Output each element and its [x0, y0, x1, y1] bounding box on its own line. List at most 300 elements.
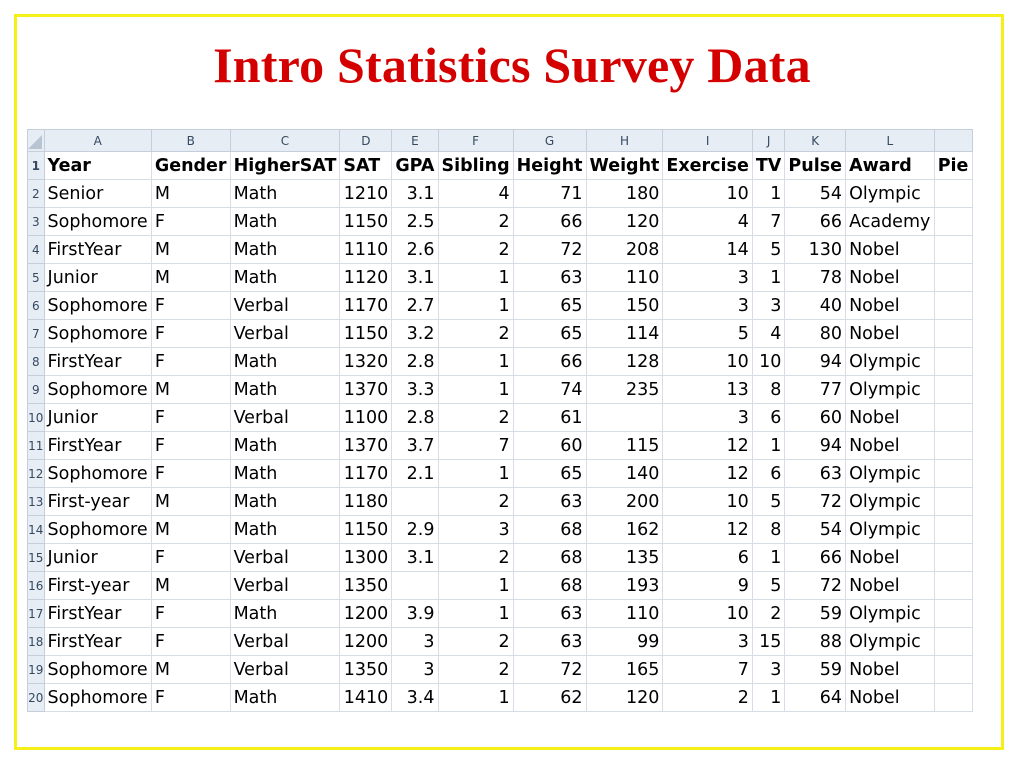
cell[interactable] — [934, 264, 972, 292]
cell[interactable]: 1170 — [340, 460, 392, 488]
cell[interactable] — [934, 628, 972, 656]
cell[interactable]: Nobel — [846, 236, 935, 264]
header-cell[interactable]: Gender — [151, 152, 230, 180]
cell[interactable]: 3.7 — [392, 432, 438, 460]
cell[interactable]: Math — [230, 600, 340, 628]
cell[interactable]: Math — [230, 684, 340, 712]
cell[interactable]: 65 — [513, 292, 586, 320]
cell[interactable]: 10 — [663, 348, 752, 376]
cell[interactable]: 165 — [586, 656, 663, 684]
cell[interactable]: 1100 — [340, 404, 392, 432]
cell[interactable]: Olympic — [846, 600, 935, 628]
cell[interactable]: 1 — [438, 264, 513, 292]
cell[interactable] — [934, 684, 972, 712]
row-number[interactable]: 18 — [28, 628, 45, 656]
cell[interactable]: 1350 — [340, 656, 392, 684]
row-number[interactable]: 20 — [28, 684, 45, 712]
row-number[interactable]: 4 — [28, 236, 45, 264]
cell[interactable]: 1 — [438, 600, 513, 628]
row-number[interactable]: 10 — [28, 404, 45, 432]
header-cell[interactable]: Pie — [934, 152, 972, 180]
cell[interactable] — [392, 572, 438, 600]
cell[interactable]: 3.1 — [392, 264, 438, 292]
cell[interactable]: 3 — [392, 656, 438, 684]
cell[interactable]: M — [151, 376, 230, 404]
cell[interactable]: 63 — [513, 264, 586, 292]
cell[interactable]: 2.1 — [392, 460, 438, 488]
cell[interactable]: 200 — [586, 488, 663, 516]
cell[interactable]: 1200 — [340, 628, 392, 656]
cell[interactable]: 63 — [513, 628, 586, 656]
cell[interactable] — [934, 404, 972, 432]
cell[interactable] — [392, 488, 438, 516]
cell[interactable]: Nobel — [846, 432, 935, 460]
cell[interactable]: 54 — [785, 180, 846, 208]
cell[interactable] — [934, 432, 972, 460]
column-header[interactable]: A — [44, 130, 151, 152]
cell[interactable]: 120 — [586, 208, 663, 236]
cell[interactable]: 1 — [438, 460, 513, 488]
cell[interactable]: 60 — [513, 432, 586, 460]
cell[interactable]: Nobel — [846, 404, 935, 432]
cell[interactable]: Junior — [44, 404, 151, 432]
cell[interactable]: F — [151, 432, 230, 460]
select-all-triangle-icon — [28, 135, 42, 149]
cell[interactable]: 1210 — [340, 180, 392, 208]
cell[interactable]: 3.1 — [392, 544, 438, 572]
cell[interactable]: 5 — [663, 320, 752, 348]
cell[interactable]: 1110 — [340, 236, 392, 264]
column-header[interactable]: F — [438, 130, 513, 152]
cell[interactable]: 128 — [586, 348, 663, 376]
row-number[interactable]: 5 — [28, 264, 45, 292]
cell[interactable]: 64 — [785, 684, 846, 712]
column-header[interactable]: B — [151, 130, 230, 152]
cell[interactable]: F — [151, 320, 230, 348]
cell[interactable]: 3 — [663, 292, 752, 320]
cell[interactable]: 1300 — [340, 544, 392, 572]
cell[interactable]: 1 — [752, 432, 785, 460]
cell[interactable]: 63 — [513, 488, 586, 516]
cell[interactable] — [934, 460, 972, 488]
cell[interactable]: 1350 — [340, 572, 392, 600]
cell[interactable]: 68 — [513, 572, 586, 600]
cell[interactable]: 115 — [586, 432, 663, 460]
cell[interactable]: 66 — [785, 208, 846, 236]
cell[interactable]: 94 — [785, 432, 846, 460]
cell[interactable]: 2.8 — [392, 348, 438, 376]
cell[interactable]: 1120 — [340, 264, 392, 292]
cell[interactable]: 1370 — [340, 432, 392, 460]
cell[interactable]: 77 — [785, 376, 846, 404]
row-number[interactable]: 6 — [28, 292, 45, 320]
column-header[interactable]: L — [846, 130, 935, 152]
cell[interactable]: 14 — [663, 236, 752, 264]
cell[interactable]: M — [151, 656, 230, 684]
cell[interactable] — [934, 348, 972, 376]
header-cell[interactable]: Exercise — [663, 152, 752, 180]
cell[interactable]: Olympic — [846, 180, 935, 208]
cell[interactable]: Verbal — [230, 656, 340, 684]
cell[interactable]: 7 — [663, 656, 752, 684]
cell[interactable]: 80 — [785, 320, 846, 348]
cell[interactable]: F — [151, 404, 230, 432]
column-header[interactable] — [934, 130, 972, 152]
cell[interactable]: 3 — [663, 628, 752, 656]
cell[interactable]: 72 — [513, 656, 586, 684]
cell[interactable]: 68 — [513, 544, 586, 572]
cell[interactable]: Sophomore — [44, 684, 151, 712]
row-number[interactable]: 3 — [28, 208, 45, 236]
row-number[interactable]: 13 — [28, 488, 45, 516]
cell[interactable]: F — [151, 208, 230, 236]
cell[interactable]: 72 — [785, 488, 846, 516]
cell[interactable]: F — [151, 600, 230, 628]
cell[interactable]: 1 — [752, 264, 785, 292]
cell[interactable]: Math — [230, 264, 340, 292]
cell[interactable]: 2 — [438, 208, 513, 236]
cell[interactable]: 150 — [586, 292, 663, 320]
cell[interactable]: 8 — [752, 376, 785, 404]
cell[interactable]: F — [151, 292, 230, 320]
cell[interactable]: 40 — [785, 292, 846, 320]
cell[interactable]: 2 — [752, 600, 785, 628]
row-number[interactable]: 8 — [28, 348, 45, 376]
row-number[interactable]: 2 — [28, 180, 45, 208]
cell[interactable]: Olympic — [846, 516, 935, 544]
cell[interactable] — [934, 572, 972, 600]
cell[interactable]: Nobel — [846, 264, 935, 292]
cell[interactable]: 65 — [513, 460, 586, 488]
column-header[interactable]: J — [752, 130, 785, 152]
cell[interactable]: 1 — [438, 348, 513, 376]
cell[interactable]: 66 — [513, 348, 586, 376]
cell[interactable]: 72 — [513, 236, 586, 264]
cell[interactable]: M — [151, 264, 230, 292]
cell[interactable]: 3.4 — [392, 684, 438, 712]
cell[interactable]: Junior — [44, 264, 151, 292]
cell[interactable] — [934, 544, 972, 572]
row-number[interactable]: 7 — [28, 320, 45, 348]
cell[interactable]: FirstYear — [44, 236, 151, 264]
cell[interactable]: M — [151, 572, 230, 600]
cell[interactable]: 140 — [586, 460, 663, 488]
cell[interactable]: Verbal — [230, 320, 340, 348]
cell[interactable]: Math — [230, 516, 340, 544]
cell[interactable]: 3.3 — [392, 376, 438, 404]
header-cell[interactable]: HigherSAT — [230, 152, 340, 180]
cell[interactable]: 9 — [663, 572, 752, 600]
cell[interactable]: Nobel — [846, 684, 935, 712]
cell[interactable] — [934, 376, 972, 404]
cell[interactable]: M — [151, 516, 230, 544]
cell[interactable]: 8 — [752, 516, 785, 544]
column-header[interactable]: I — [663, 130, 752, 152]
cell[interactable]: Math — [230, 376, 340, 404]
header-cell[interactable]: Height — [513, 152, 586, 180]
cell[interactable]: Sophomore — [44, 656, 151, 684]
cell[interactable] — [934, 656, 972, 684]
cell[interactable]: Academy — [846, 208, 935, 236]
cell[interactable]: Math — [230, 460, 340, 488]
cell[interactable]: 1 — [438, 572, 513, 600]
cell[interactable]: Nobel — [846, 320, 935, 348]
cell[interactable]: F — [151, 460, 230, 488]
cell[interactable]: 2.9 — [392, 516, 438, 544]
column-header[interactable]: K — [785, 130, 846, 152]
cell[interactable]: 3 — [663, 264, 752, 292]
select-all-corner[interactable] — [28, 130, 45, 152]
cell[interactable]: 2 — [438, 656, 513, 684]
cell[interactable]: 66 — [513, 208, 586, 236]
cell[interactable]: 2.8 — [392, 404, 438, 432]
cell[interactable]: 71 — [513, 180, 586, 208]
cell[interactable]: 10 — [663, 180, 752, 208]
cell[interactable]: 99 — [586, 628, 663, 656]
cell[interactable]: 74 — [513, 376, 586, 404]
cell[interactable]: 66 — [785, 544, 846, 572]
header-cell[interactable]: Year — [44, 152, 151, 180]
header-cell[interactable]: Award — [846, 152, 935, 180]
cell[interactable]: 1370 — [340, 376, 392, 404]
cell[interactable]: 3 — [752, 656, 785, 684]
cell[interactable]: Junior — [44, 544, 151, 572]
cell[interactable]: 65 — [513, 320, 586, 348]
cell[interactable]: Olympic — [846, 460, 935, 488]
column-header-row — [28, 130, 973, 152]
cell[interactable]: 5 — [752, 236, 785, 264]
cell[interactable] — [934, 320, 972, 348]
cell[interactable]: 13 — [663, 376, 752, 404]
cell[interactable]: 3.2 — [392, 320, 438, 348]
cell[interactable]: 2 — [438, 628, 513, 656]
cell[interactable]: FirstYear — [44, 628, 151, 656]
cell[interactable]: 2.5 — [392, 208, 438, 236]
spreadsheet-table — [27, 129, 973, 712]
cell[interactable]: 130 — [785, 236, 846, 264]
header-cell[interactable]: GPA — [392, 152, 438, 180]
cell[interactable]: Verbal — [230, 628, 340, 656]
cell[interactable]: 63 — [513, 600, 586, 628]
cell[interactable] — [934, 292, 972, 320]
column-header[interactable]: E — [392, 130, 438, 152]
cell[interactable]: 208 — [586, 236, 663, 264]
table-row — [28, 264, 973, 292]
row-number[interactable]: 1 — [28, 152, 45, 180]
cell[interactable]: Sophomore — [44, 292, 151, 320]
cell[interactable]: 1150 — [340, 208, 392, 236]
cell[interactable]: 60 — [785, 404, 846, 432]
table-row — [28, 376, 973, 404]
cell[interactable]: 2 — [438, 544, 513, 572]
cell[interactable]: 59 — [785, 656, 846, 684]
cell[interactable]: 2.7 — [392, 292, 438, 320]
cell[interactable]: Nobel — [846, 292, 935, 320]
row-number[interactable]: 12 — [28, 460, 45, 488]
cell[interactable]: 7 — [752, 208, 785, 236]
column-header[interactable]: H — [586, 130, 663, 152]
cell[interactable]: Sophomore — [44, 516, 151, 544]
cell[interactable]: Math — [230, 348, 340, 376]
cell[interactable]: FirstYear — [44, 432, 151, 460]
cell[interactable]: 54 — [785, 516, 846, 544]
cell[interactable]: 59 — [785, 600, 846, 628]
cell[interactable] — [934, 236, 972, 264]
cell[interactable]: Nobel — [846, 656, 935, 684]
cell[interactable]: 10 — [663, 600, 752, 628]
cell[interactable]: 12 — [663, 432, 752, 460]
cell[interactable]: 110 — [586, 264, 663, 292]
cell[interactable]: 162 — [586, 516, 663, 544]
cell[interactable]: 6 — [752, 404, 785, 432]
cell[interactable] — [934, 208, 972, 236]
cell[interactable]: 68 — [513, 516, 586, 544]
cell[interactable]: 2 — [438, 488, 513, 516]
cell[interactable]: 61 — [513, 404, 586, 432]
row-number[interactable]: 14 — [28, 516, 45, 544]
cell[interactable]: Nobel — [846, 572, 935, 600]
cell[interactable]: M — [151, 180, 230, 208]
cell[interactable]: 4 — [752, 320, 785, 348]
cell[interactable]: 2 — [438, 236, 513, 264]
cell[interactable]: Math — [230, 180, 340, 208]
cell[interactable]: 1 — [438, 292, 513, 320]
cell[interactable]: 1 — [752, 684, 785, 712]
cell[interactable]: First-year — [44, 488, 151, 516]
cell[interactable] — [934, 488, 972, 516]
cell[interactable]: Olympic — [846, 376, 935, 404]
cell[interactable]: 10 — [752, 348, 785, 376]
cell[interactable]: 110 — [586, 600, 663, 628]
cell[interactable]: 62 — [513, 684, 586, 712]
cell[interactable]: 3 — [752, 292, 785, 320]
column-header[interactable]: C — [230, 130, 340, 152]
cell[interactable]: Sophomore — [44, 208, 151, 236]
cell[interactable]: F — [151, 628, 230, 656]
table-row — [28, 656, 973, 684]
cell[interactable]: Olympic — [846, 488, 935, 516]
cell[interactable]: Senior — [44, 180, 151, 208]
cell[interactable]: Math — [230, 236, 340, 264]
cell[interactable]: 2 — [663, 684, 752, 712]
header-cell[interactable]: SAT — [340, 152, 392, 180]
cell[interactable]: 2 — [438, 404, 513, 432]
cell[interactable]: 4 — [438, 180, 513, 208]
cell[interactable]: F — [151, 544, 230, 572]
cell[interactable]: Olympic — [846, 348, 935, 376]
cell[interactable]: 180 — [586, 180, 663, 208]
cell[interactable]: 5 — [752, 572, 785, 600]
cell[interactable]: F — [151, 684, 230, 712]
cell[interactable]: 4 — [663, 208, 752, 236]
cell[interactable]: 1180 — [340, 488, 392, 516]
cell[interactable]: 78 — [785, 264, 846, 292]
cell[interactable]: 1 — [438, 684, 513, 712]
column-header[interactable]: D — [340, 130, 392, 152]
row-number[interactable]: 15 — [28, 544, 45, 572]
cell[interactable]: Math — [230, 432, 340, 460]
cell[interactable]: 114 — [586, 320, 663, 348]
cell[interactable]: 88 — [785, 628, 846, 656]
cell[interactable]: M — [151, 488, 230, 516]
cell[interactable]: Sophomore — [44, 460, 151, 488]
cell[interactable]: Olympic — [846, 628, 935, 656]
cell[interactable] — [934, 180, 972, 208]
cell[interactable]: 5 — [752, 488, 785, 516]
cell[interactable]: 235 — [586, 376, 663, 404]
cell[interactable]: Verbal — [230, 292, 340, 320]
cell[interactable]: 72 — [785, 572, 846, 600]
cell[interactable] — [586, 404, 663, 432]
cell[interactable]: 1150 — [340, 516, 392, 544]
cell[interactable]: F — [151, 348, 230, 376]
cell[interactable]: FirstYear — [44, 600, 151, 628]
cell[interactable]: 1 — [438, 376, 513, 404]
cell[interactable]: 1320 — [340, 348, 392, 376]
cell[interactable]: 3 — [392, 628, 438, 656]
cell[interactable]: Verbal — [230, 404, 340, 432]
cell[interactable]: 63 — [785, 460, 846, 488]
cell[interactable]: 1 — [752, 180, 785, 208]
cell[interactable]: 6 — [663, 544, 752, 572]
cell[interactable]: 1150 — [340, 320, 392, 348]
cell[interactable] — [934, 516, 972, 544]
row-number[interactable]: 19 — [28, 656, 45, 684]
cell[interactable]: 12 — [663, 516, 752, 544]
cell[interactable]: Sophomore — [44, 320, 151, 348]
cell[interactable]: FirstYear — [44, 348, 151, 376]
cell[interactable]: 193 — [586, 572, 663, 600]
cell[interactable] — [934, 600, 972, 628]
cell[interactable]: Verbal — [230, 544, 340, 572]
cell[interactable]: 2 — [438, 320, 513, 348]
header-cell[interactable]: Weight — [586, 152, 663, 180]
cell[interactable]: 7 — [438, 432, 513, 460]
cell[interactable]: 3.9 — [392, 600, 438, 628]
cell[interactable]: Verbal — [230, 572, 340, 600]
cell[interactable]: 3 — [438, 516, 513, 544]
cell[interactable]: 12 — [663, 460, 752, 488]
cell[interactable]: 1410 — [340, 684, 392, 712]
cell[interactable]: 10 — [663, 488, 752, 516]
header-cell[interactable]: Sibling — [438, 152, 513, 180]
cell[interactable]: First-year — [44, 572, 151, 600]
row-number[interactable]: 9 — [28, 376, 45, 404]
cell[interactable]: 3.1 — [392, 180, 438, 208]
cell[interactable]: 1170 — [340, 292, 392, 320]
cell[interactable]: Math — [230, 488, 340, 516]
row-number[interactable]: 11 — [28, 432, 45, 460]
column-header[interactable]: G — [513, 130, 586, 152]
cell[interactable]: 3 — [663, 404, 752, 432]
cell[interactable]: 94 — [785, 348, 846, 376]
cell[interactable]: 6 — [752, 460, 785, 488]
row-number[interactable]: 16 — [28, 572, 45, 600]
cell[interactable]: Sophomore — [44, 376, 151, 404]
cell[interactable]: 15 — [752, 628, 785, 656]
cell[interactable]: 120 — [586, 684, 663, 712]
row-number[interactable]: 17 — [28, 600, 45, 628]
header-cell[interactable]: TV — [752, 152, 785, 180]
cell[interactable]: 2.6 — [392, 236, 438, 264]
cell[interactable]: 1 — [752, 544, 785, 572]
cell[interactable]: M — [151, 236, 230, 264]
header-cell[interactable]: Pulse — [785, 152, 846, 180]
cell[interactable]: Nobel — [846, 544, 935, 572]
cell[interactable]: 135 — [586, 544, 663, 572]
cell[interactable]: 1200 — [340, 600, 392, 628]
cell[interactable]: Math — [230, 208, 340, 236]
